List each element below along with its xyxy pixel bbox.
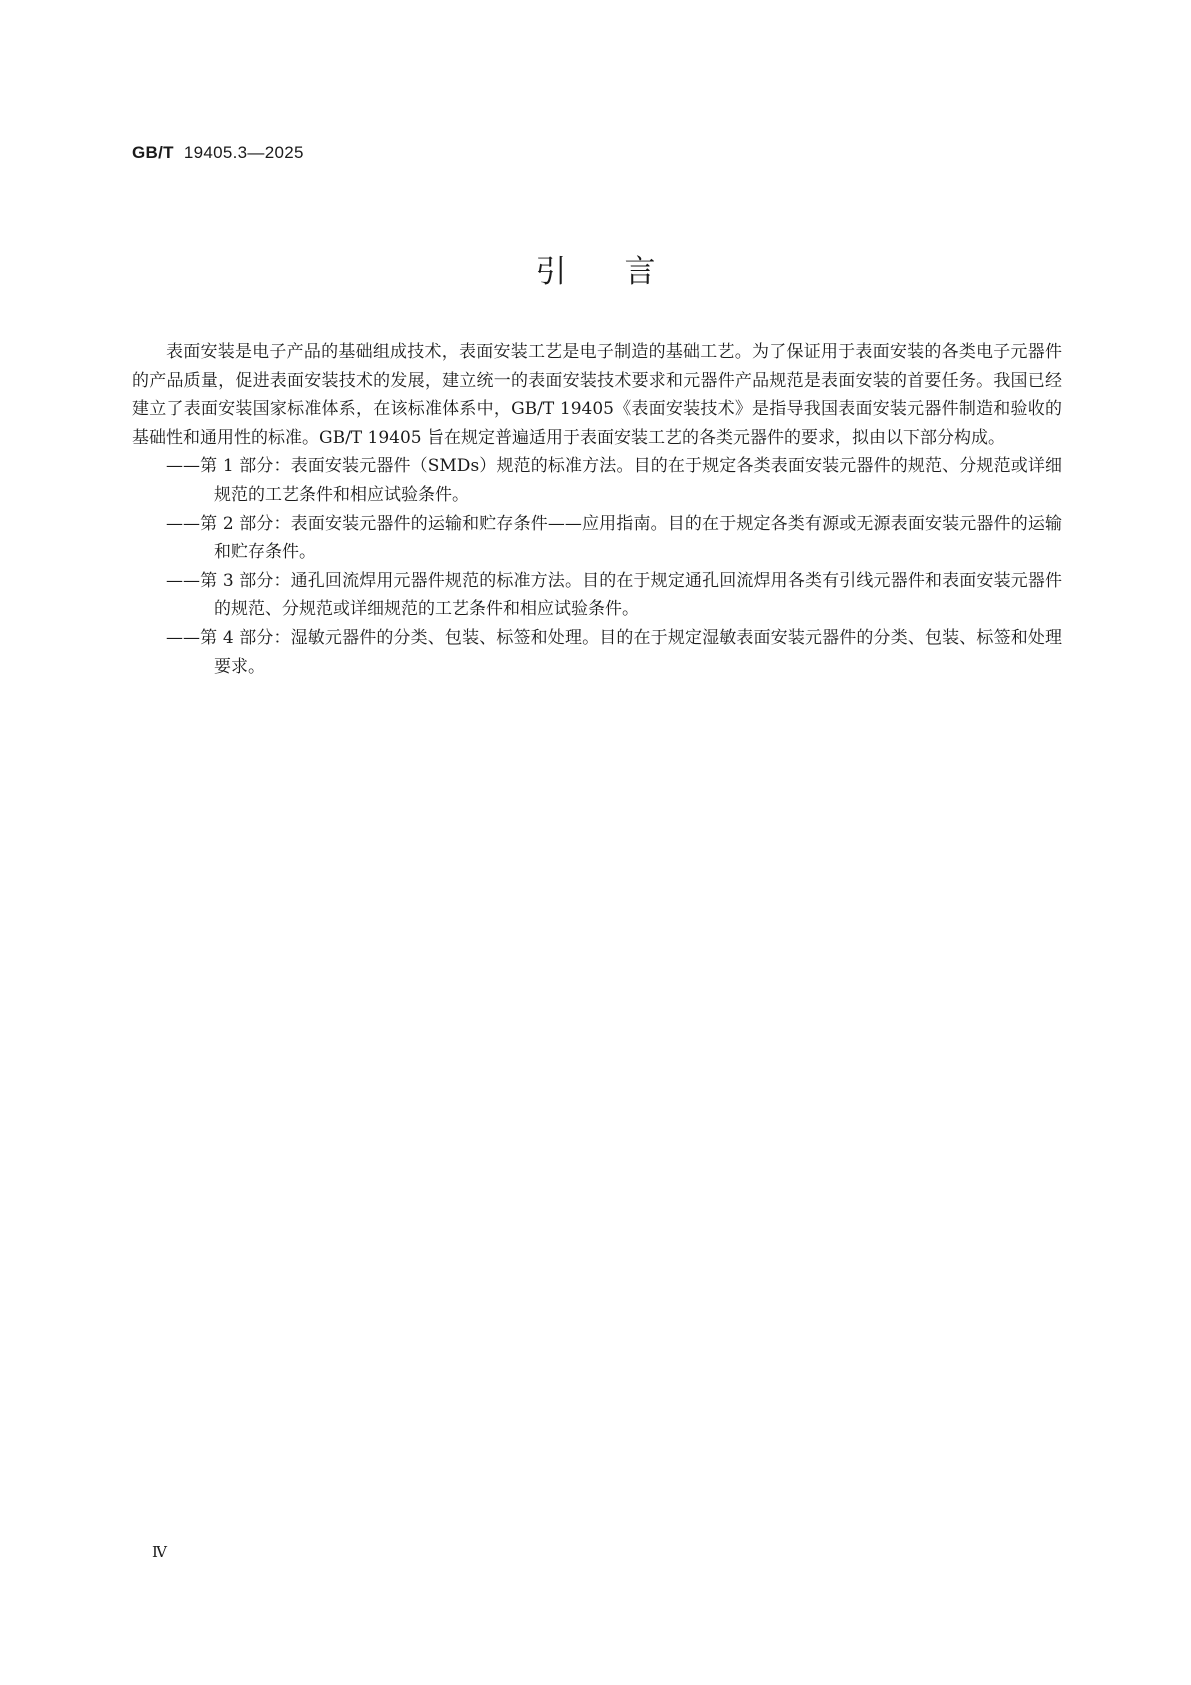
document-body bbox=[132, 338, 1062, 681]
intro-paragraph: 表面安装是电子产品的基础组成技术，表面安装工艺是电子制造的基础工艺。为了保证用于表面安装的各类电子元器件的产品质量，促进表面安装技术的发展，建立统一的表面安装技术要求和元器件产品规范是表面安装的首要任务。我国已经建立了表面安装国家标准体系，在该标准体系中，GB/T 19405《表面安装技术》是指导我国表面安装元器件制造和验收的基础性和通用性的标准。GB/T 19405 旨在规定普遍适用于表面安装工艺的各类元器件的要求，拟由以下部分构成。 bbox=[132, 342, 1062, 448]
page-number: Ⅳ bbox=[152, 1543, 167, 1561]
standard-number: 19405.3—2025 bbox=[183, 143, 304, 162]
part-item-2: ——第 2 部分：表面安装元器件的运输和贮存条件——应用指南。目的在于规定各类有源或无源表面安装元器件的运输和贮存条件。 bbox=[166, 513, 1062, 563]
standard-code bbox=[132, 143, 304, 163]
page-title: 引言 bbox=[535, 254, 714, 290]
part-item-3: ——第 3 部分：通孔回流焊用元器件规范的标准方法。目的在于规定通孔回流焊用各类有引线元器件和表面安装元器件的规范、分规范或详细规范的工艺条件和相应试验条件。 bbox=[166, 570, 1062, 620]
standard-prefix: GB/T bbox=[132, 143, 174, 162]
part-item-4: ——第 4 部分：湿敏元器件的分类、包装、标签和处理。目的在于规定湿敏表面安装元器件的分类、包装、标签和处理要求。 bbox=[166, 627, 1062, 677]
part-item-1: ——第 1 部分：表面安装元器件（SMDs）规范的标准方法。目的在于规定各类表面安装元器件的规范、分规范或详细规范的工艺条件和相应试验条件。 bbox=[166, 456, 1062, 505]
